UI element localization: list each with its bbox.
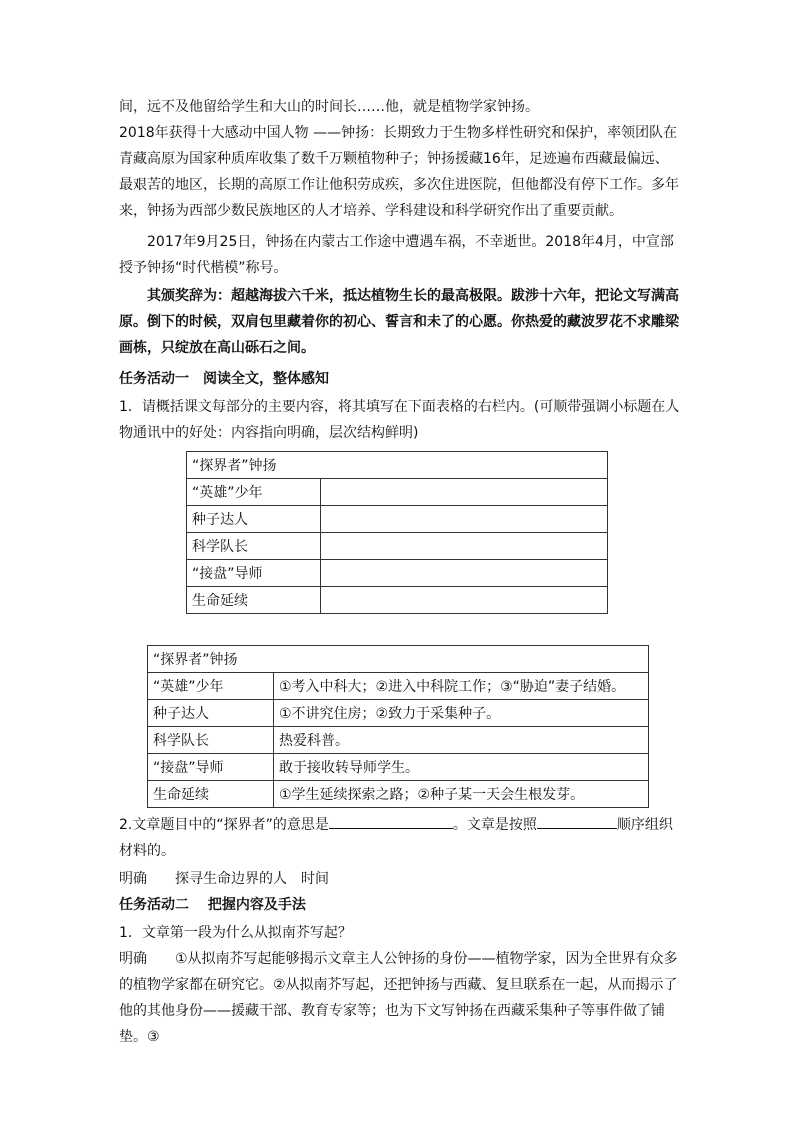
blank-order[interactable] (537, 812, 617, 829)
task2-answer (119, 946, 681, 1050)
row-label: 种子达人 (187, 506, 321, 533)
row-content: 热爱科普。 (274, 727, 649, 754)
row-label: “接盘”导师 (187, 560, 321, 587)
row-label: 生命延续 (148, 781, 274, 808)
answer-2 (119, 866, 681, 892)
row-label: “接盘”导师 (148, 754, 274, 781)
row-label: “英雄”少年 (148, 673, 274, 700)
answer-text: 探寻生命边界的人 时间 (175, 871, 329, 887)
answer-summary-table (147, 645, 649, 808)
table-row (187, 560, 608, 587)
blank-meaning[interactable] (329, 812, 453, 829)
row-content: 敢于接收转导师学生。 (274, 754, 649, 781)
paragraph-intro-end: 间，远不及他留给学生和大山的时间长……他，就是植物学家钟扬。 (119, 99, 539, 115)
row-content: ①学生延续探索之路；②种子某一天会生根发芽。 (274, 781, 649, 808)
table-row (148, 673, 649, 700)
row-content: ①不讲究住房；②致力于采集种子。 (274, 700, 649, 727)
table-title-cell: “探界者”钟扬 (148, 646, 649, 673)
task2-heading: 任务活动二 把握内容及手法 (119, 897, 306, 913)
table-row (187, 479, 608, 506)
question-2-part2: 。文章是按照 (452, 817, 537, 833)
row-label: “英雄”少年 (187, 479, 321, 506)
table-row (148, 700, 649, 727)
answer-cell[interactable] (321, 587, 608, 614)
table-row (187, 452, 608, 479)
row-content: ①考入中科大；②进入中科院工作；③“胁迫”妻子结婚。 (274, 673, 649, 700)
table-row (148, 754, 649, 781)
table-title-cell: “探界者”钟扬 (187, 452, 608, 479)
answer-cell[interactable] (321, 533, 608, 560)
blank-summary-table (186, 451, 608, 614)
task2-question: 1．文章第一段为什么从拟南芥写起？ (119, 925, 352, 941)
answer-cell[interactable] (321, 560, 608, 587)
task1-question: 1．请概括课文每部分的主要内容，将其填写在下面表格的右栏内。(可顺带强调小标题在人物通讯中的好处：内容指向明确，层次结构鲜明) (119, 399, 680, 441)
task1-heading: 任务活动一 阅读全文，整体感知 (119, 371, 329, 387)
answer-label: 明确 (119, 871, 147, 887)
table-row (148, 646, 649, 673)
answer-cell[interactable] (321, 479, 608, 506)
paragraph-death: 2017年9月25日，钟扬在内蒙古工作途中遭遇车祸，不幸逝世。2018年4月，中宣部授予钟扬“时代楷模”称号。 (119, 234, 674, 276)
table-row (187, 533, 608, 560)
question-2 (119, 812, 681, 864)
answer-label: 明确 (119, 951, 147, 967)
row-label: 生命延续 (187, 587, 321, 614)
question-2-part3: 顺序组织材料的。 (119, 817, 673, 859)
answer-cell[interactable] (321, 506, 608, 533)
table-row (148, 781, 649, 808)
row-label: 科学队长 (187, 533, 321, 560)
paragraph-award-2018: 2018年获得十大感动中国人物 ——钟扬：长期致力于生物多样性研究和保护，率领团队在青藏高原为国家种质库收集了数千万颗植物种子；钟扬援藏16年，足迹遍布西藏最偏远、最艰苦的地区，长期的高原工作让他积劳成疾，多次住进医院，但他都没有停下工作。多年来，钟扬为西部少数民族地区的人才培养、学科建设和科学研究作出了重要贡献。 (119, 125, 679, 219)
paragraph-citation: 其颁奖辞为：超越海拔六千米，抵达植物生长的最高极限。跋涉十六年，把论文写满高原。倒下的时候，双肩包里藏着你的初心、誓言和未了的心愿。你热爱的藏波罗花不求雕梁画栋，只绽放在高山砾石之间。 (119, 288, 679, 356)
table-row (148, 727, 649, 754)
table-row (187, 506, 608, 533)
table-row (187, 587, 608, 614)
answer-text: ①从拟南芥写起能够揭示文章主人公钟扬的身份——植物学家，因为全世界有众多的植物学家都在研究它。②从拟南芥写起，还把钟扬与西藏、复旦联系在一起，从而揭示了他的其他身份——援藏干部、教育专家等；也为下文写钟扬在西藏采集种子等事件做了铺垫。③ (119, 951, 678, 1045)
row-label: 种子达人 (148, 700, 274, 727)
question-2-part1: 2.文章题目中的“探界者”的意思是 (119, 817, 329, 833)
row-label: 科学队长 (148, 727, 274, 754)
